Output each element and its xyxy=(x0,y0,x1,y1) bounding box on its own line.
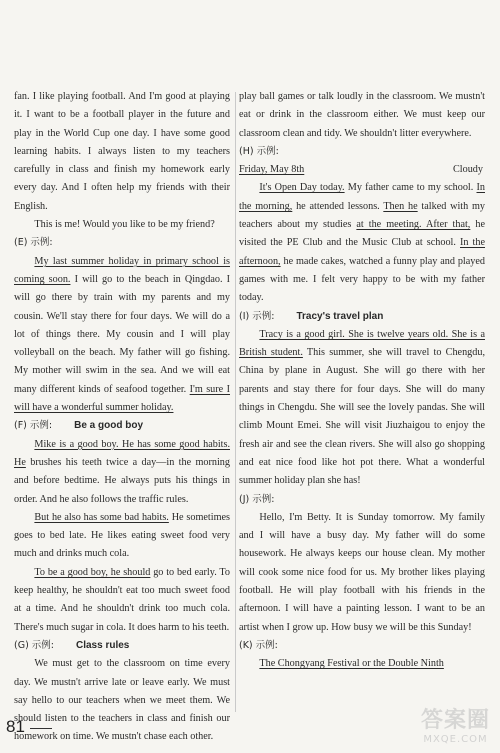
section-title: Be a good boy xyxy=(74,420,144,432)
section-k-paragraph: The Chongyang Festival or the Double Ninth xyxy=(259,658,444,670)
column-divider xyxy=(235,92,236,712)
section-tag: (I) 示例: xyxy=(239,310,275,322)
section-f-paragraph-3: To be a good boy, he should go to bed early. To keep healthy, he shouldn't eat too much sweet food at a time. And he shouldn't drink too much cola. There's much sugar in cola. It does harm to his teeth. xyxy=(14,566,230,633)
left-column xyxy=(14,88,230,747)
intro-closing: This is me! Would you like to be my friend? xyxy=(34,219,215,231)
section-tag: (F) 示例: xyxy=(14,420,53,432)
section-i-paragraph: Tracy is a good girl. She is twelve years old. She is a British student. This summer, she will travel to Chengdu, China by plane in August. She will go there with her parents and stay there for four days. She will do many things in Chengdu. She will see the lovely pandas. She will climb Mount Emei. She will visit Jiuzhaigou to enjoy the fresh air and see the clean rivers. She will also go shopping and eat nice food like hot pot there. What a wonderful summer holiday plan she has! xyxy=(239,328,485,487)
section-f-paragraph-1: Mike is a good boy. He has some good habits. He brushes his teeth twice a day—in the morning and before bedtime. He always puts his things in order. And he also follows the traffic rules. xyxy=(14,438,230,505)
section-j-paragraph: Hello, I'm Betty. It is Sunday tomorrow. My family and I will have a busy day. My father will do some housework. He always keeps our house clean. My mother will cook some nice food for us. My brother likes playing football. He will play football with his friends in the afternoon. I will have a painting lesson. I want to be an artist when I grow up. How busy we will be this Sunday! xyxy=(239,511,485,633)
section-g-heading xyxy=(14,637,230,655)
diary-date-row xyxy=(239,161,485,179)
diary-date: Friday, May 8th xyxy=(239,164,305,176)
section-title: Class rules xyxy=(76,639,130,651)
section-i-heading xyxy=(239,308,485,326)
section-j-heading xyxy=(239,491,485,509)
section-tag: (G) 示例: xyxy=(14,639,54,651)
section-tag: (K) 示例: xyxy=(239,639,278,651)
section-h-heading xyxy=(239,143,485,161)
section-f-heading xyxy=(14,417,230,435)
section-e-heading xyxy=(14,234,230,252)
intro-paragraph: fan. I like playing football. And I'm good at playing it. I want to be a football player in the future and play in the World Cup one day. I have some good learning habits. I always listen to my teachers carefully in class and finish my homework early every day. And I often help my friends with their English. xyxy=(14,91,230,212)
right-column xyxy=(239,88,485,674)
section-g-paragraph: We must get to the classroom on time every day. We mustn't arrive late or leave early. We must say hello to our teachers when we meet them. We should listen to the teachers in class and finish our homework on time. We mustn't chase each other. xyxy=(14,658,230,743)
page-number: 81 xyxy=(6,717,25,736)
section-k-heading xyxy=(239,637,485,655)
watermark-logo: 答案圈 MXQE.COM xyxy=(420,708,490,745)
continued-paragraph: play ball games or talk loudly in the classroom. We mustn't eat or drink in the classroom either. We must keep our classroom clean and tidy. We shouldn't litter everywhere. xyxy=(239,91,485,139)
section-tag: (E) 示例: xyxy=(14,237,53,249)
section-e-paragraph: My last summer holiday in primary school is coming soon. I will go to the beach in Qingdao. I will go there by train with my parents and my cousin. We'll stay there for four days. We will do a lot of things there. My cousin and I will play volleyball on the beach. My father will go fishing. My mother will swim in the sea. And we will eat many different kinds of seafood together. I'm sure I will have a wonderful summer holiday. xyxy=(14,255,230,414)
section-h-paragraph: It's Open Day today. My father came to my school. In the morning, he attended lessons. Then he talked with my teachers about my studies at the meeting. After that, he visited the PE Club and the Music Club at school. In the afternoon, he made cakes, watched a funny play and played games with me. I felt very happy to be with my father today. xyxy=(239,182,486,304)
section-tag: (H) 示例: xyxy=(239,145,279,157)
section-title: Tracy's travel plan xyxy=(296,310,384,322)
page-number-rule xyxy=(30,728,52,729)
section-tag: (J) 示例: xyxy=(239,493,275,505)
diary-weather: Cloudy xyxy=(452,164,483,176)
section-f-paragraph-2: But he also has some bad habits. He sometimes goes to bed late. He likes eating sweet food very much and drinks much cola. xyxy=(14,511,230,560)
